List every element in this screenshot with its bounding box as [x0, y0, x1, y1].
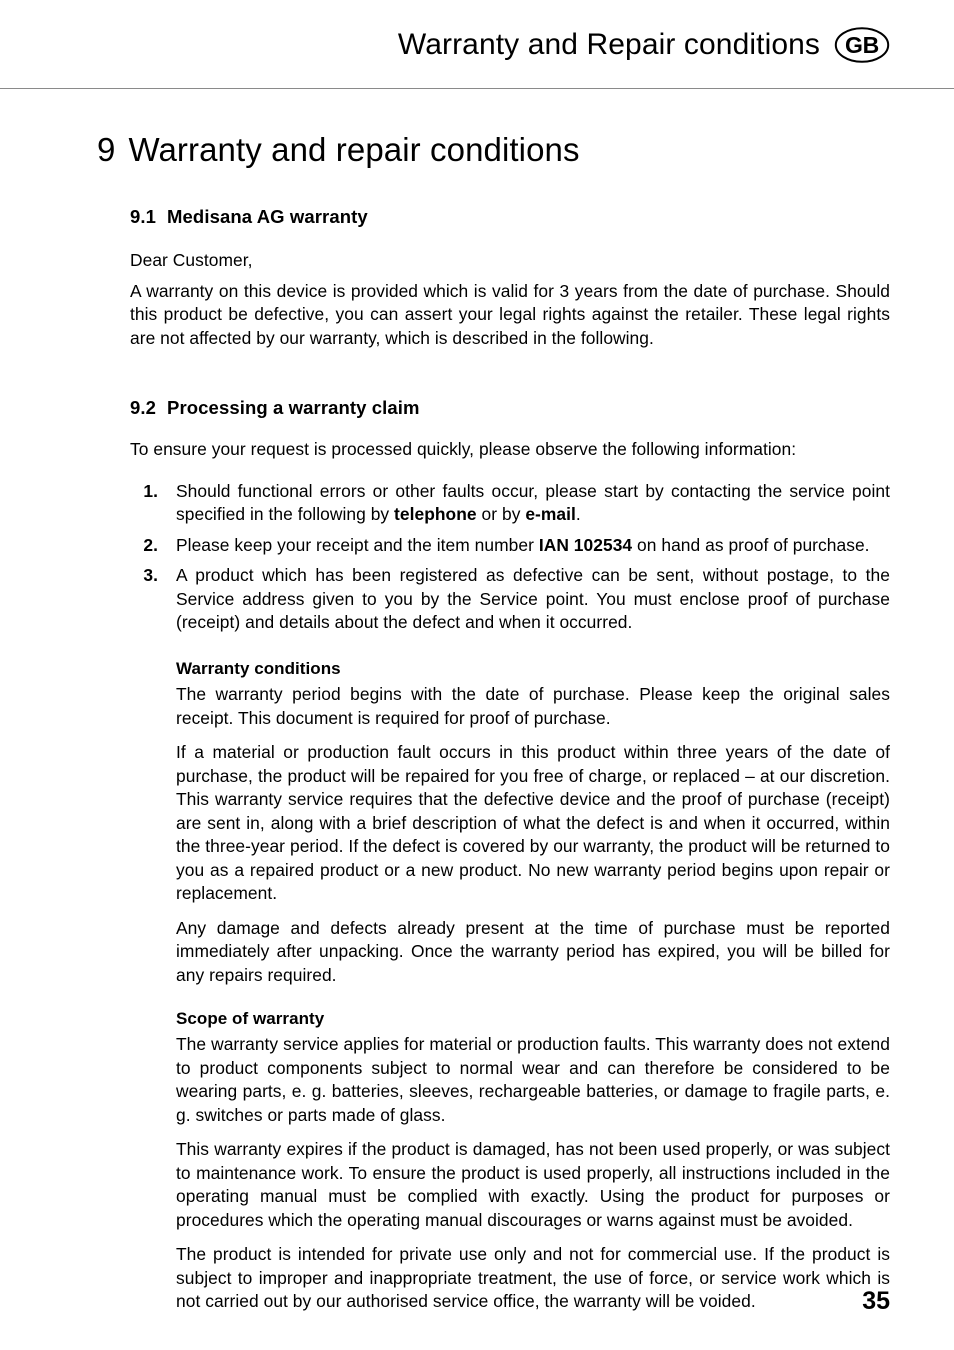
warranty-conditions-block [176, 658, 890, 987]
list-item-text-part: . [575, 504, 581, 525]
section-9-2-title: Processing a warranty claim [167, 397, 420, 419]
header-content [398, 26, 890, 64]
list-item-marker: 2. [143, 534, 158, 555]
section-9-2 [0, 397, 954, 1314]
section-9-1-number: 9.1 [130, 205, 157, 227]
warranty-conditions-paragraph-3: Any damage and defects already present at the time of purchase must be reported immediately after unpacking. Once the warranty period has expired, you will be billed for any repairs required. [176, 917, 890, 985]
list-item-text-part: on hand as proof of purchase. [632, 534, 870, 555]
list-item [130, 564, 890, 635]
list-item-text-part: Should functional errors or other faults occur, please start by contacting the service point specified in the following by [176, 480, 890, 525]
list-item-text-part: or by [476, 504, 526, 525]
salutation: Dear Customer, [130, 250, 253, 271]
list-item [130, 480, 890, 527]
section-9-1-heading [130, 206, 890, 228]
section-9-1-title: Medisana AG warranty [167, 205, 368, 227]
section-9-2-number: 9.2 [130, 397, 157, 419]
scope-of-warranty-block [176, 1008, 890, 1314]
list-item-text: A product which has been registered as defective can be sent, without postage, to the Service address given to you by the Service point. You must enclose proof of purchase (receipt) and details about the defect and when it occurred. [176, 565, 890, 633]
warranty-claim-steps [130, 480, 890, 635]
section-9-1 [0, 206, 954, 350]
running-header-title: Warranty and Repair conditions [397, 28, 820, 61]
list-item-text [176, 481, 890, 525]
warranty-conditions-heading: Warranty conditions [176, 658, 341, 678]
chapter-number: 9 [97, 131, 116, 168]
warranty-conditions-paragraph-1: The warranty period begins with the date of purchase. Please keep the original sales receipt. This document is required for proof of purchase. [176, 684, 890, 728]
country-code-label: GB [845, 31, 879, 58]
list-item-marker: 3. [143, 565, 158, 586]
list-item [130, 534, 890, 558]
list-item-text [176, 535, 870, 555]
chapter-title-text: Warranty and repair conditions [128, 131, 580, 168]
list-item-emphasis: telephone [394, 504, 477, 525]
scope-of-warranty-paragraph-2: This warranty expires if the product is damaged, has not been used properly, or was subject to maintenance work. To ensure the product is used properly, all instructions included in the operating manual must be complied with exactly. Using the product for purposes or procedures which the operating manual discourages or warns against must be avoided. [176, 1139, 890, 1230]
list-item-emphasis: IAN 102534 [538, 534, 633, 555]
page-header [0, 0, 954, 89]
section-9-1-paragraph: A warranty on this device is provided which is valid for 3 years from the date of purchase. Should this product be defective, you can assert your legal rights against the retailer. These legal rights are not affected by our warranty, which is described in the following. [130, 280, 890, 348]
warranty-conditions-paragraph-2: If a material or production fault occurs in this product within three years of the date of purchase, the product will be repaired for you free of charge, or replaced – at our discretion. This warranty service requires that the defective device and the proof of purchase (receipt) are sent in, along with a brief description of what the defect is and when it occurred, within the three-year period. If the defect is covered by our warranty, the product will be returned to you as a repaired product or a new product. No new warranty period begins upon repair or replacement. [176, 742, 890, 904]
section-9-2-lead: To ensure your request is processed quickly, please observe the following information: [130, 439, 797, 460]
page-content [0, 89, 954, 1314]
section-9-2-heading [130, 397, 890, 419]
page-number: 35 [862, 1287, 890, 1315]
list-item-marker: 1. [143, 480, 158, 501]
list-item-emphasis: e-mail [525, 504, 576, 525]
country-code-badge [834, 26, 890, 64]
scope-of-warranty-paragraph-3: The product is intended for private use only and not for commercial use. If the product is subject to improper and inappropriate treatment, the use of force, or service work which is not carried out by our authorised service office, the warranty will be voided. [176, 1244, 890, 1312]
chapter-title [0, 132, 954, 169]
scope-of-warranty-paragraph-1: The warranty service applies for material or production faults. This warranty does not extend to product components subject to normal wear and can therefore be considered to be wearing parts, e. g. batteries, sleeves, rechargeable batteries, or damage to fragile parts, e. g. switches or parts made of glass. [176, 1034, 890, 1125]
scope-of-warranty-heading: Scope of warranty [176, 1009, 325, 1029]
list-item-text-part: Please keep your receipt and the item number [176, 534, 539, 555]
